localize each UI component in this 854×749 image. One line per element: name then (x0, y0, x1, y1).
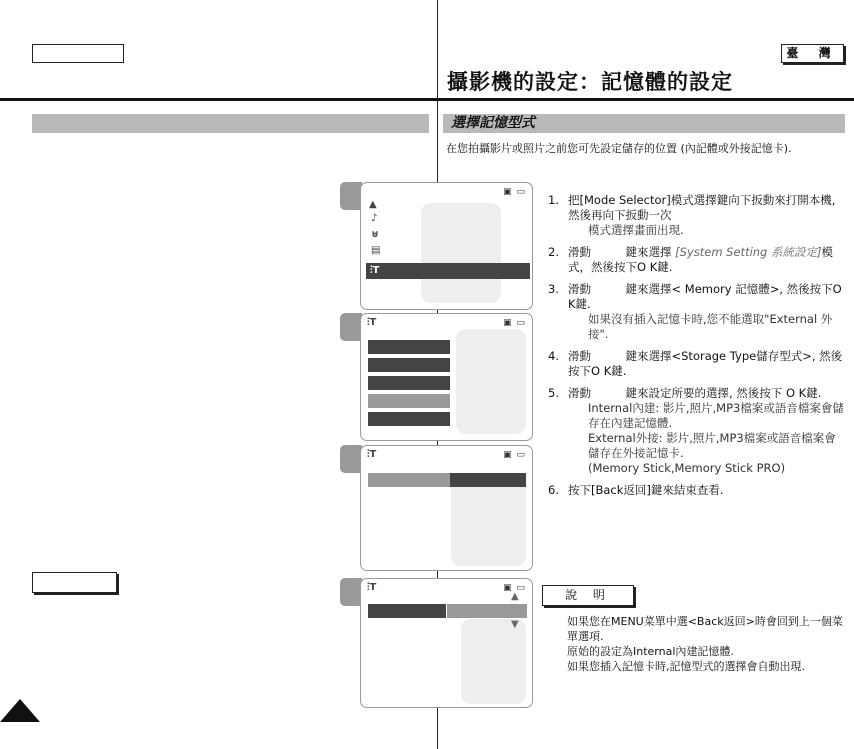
intro-text: 在您拍攝影片或照片之前您可先設定儲存的位置 (內記體或外接記憶卡). (446, 142, 792, 155)
step-1 (548, 193, 844, 238)
step-subtext: Internal內建: 影片,照片,MP3檔案或語音檔案會儲存在內建記憶體. (588, 401, 844, 430)
screen-mode-select (360, 182, 533, 310)
menu-item-storage (368, 604, 446, 618)
steps-list (548, 193, 844, 505)
screen-tab-4 (340, 578, 362, 606)
note-line: 如果您插入記憶卡時,記憶型式的選擇會自動出現. (567, 660, 805, 673)
page-marker-triangle-icon (0, 699, 40, 722)
screen-storage-type (360, 578, 533, 708)
settings-icon: ⫶T (367, 449, 377, 460)
note-line: 如果您在MENU菜單中選<Back返回>時會回到上一個菜單選項. (567, 615, 843, 643)
step-text: 滑動 鍵來設定所要的選擇, 然後按下 O K鍵. (568, 386, 822, 400)
screen-tab-2 (340, 313, 362, 341)
menu-item-memory (368, 473, 450, 487)
step-number: 2. (548, 245, 559, 259)
step-text: 滑動 鍵來選擇< Memory 記憶體>, 然後按下O K鍵. (568, 282, 842, 311)
step-5 (548, 386, 844, 476)
screen-deco (451, 476, 526, 566)
battery-icon: ▣ ▭ (503, 583, 526, 593)
step-text: 模式，然後按下O K鍵. (568, 245, 833, 274)
screen-deco (421, 203, 501, 303)
note-text (567, 614, 847, 674)
step-subtext: 如果沒有插入記憶卡時,您不能選取"External 外接". (588, 312, 833, 341)
screen-deco (456, 329, 526, 434)
step-subtext: (Memory Stick,Memory Stick PRO) (588, 461, 786, 475)
step-text: 把[Mode Selector]模式選擇鍵向下扳動來打開本機,然後再向下扳動一次 (568, 193, 836, 222)
step-3 (548, 282, 844, 342)
step-6 (548, 483, 844, 498)
left-section-bar (32, 114, 429, 133)
settings-icon: ⫶T (367, 317, 377, 328)
step-text: 滑動 鍵來選擇<Storage Type儲存型式>, 然後按下O K鍵. (568, 349, 843, 378)
menu-item-bar (368, 412, 450, 426)
screen-deco (461, 619, 526, 704)
settings-icon: ⫶T (370, 265, 380, 276)
step-number: 3. (548, 282, 559, 296)
down-arrow-icon: ▼ (511, 619, 519, 630)
screen-tab-3 (340, 445, 362, 473)
step-number: 4. (548, 349, 559, 363)
right-header-rule (437, 98, 854, 101)
note-label: 說 明 (542, 585, 634, 606)
step-text-italic: [System Setting 系統設定] (675, 245, 822, 259)
selected-row (366, 263, 530, 279)
screen-system-setting (360, 313, 533, 441)
settings-icon: ⫶T (367, 582, 377, 593)
up-arrow-icon: ▲ (369, 199, 377, 210)
menu-item-selected (368, 394, 450, 408)
left-header-box (32, 44, 124, 63)
left-note-box (32, 572, 117, 593)
menu-item-bar (368, 376, 450, 390)
menu-value-memory (450, 473, 526, 487)
step-subtext: 模式選擇畫面出現. (588, 223, 684, 237)
section-heading: 選擇記憶型式 (443, 114, 845, 133)
step-text: 按下[Back返回]鍵來結束查看. (568, 483, 724, 497)
note-line: 原始的設定為Internal內建記憶體. (567, 645, 734, 658)
document-icon: ▤ (371, 245, 381, 256)
page-title: 攝影機的設定：記憶體的設定 (447, 70, 733, 94)
step-number: 1. (548, 193, 559, 207)
left-header-rule (0, 98, 437, 101)
battery-icon: ▣ ▭ (503, 450, 526, 460)
screen-memory (360, 445, 533, 571)
step-number: 5. (548, 386, 559, 400)
region-label: 臺 灣 (781, 44, 844, 63)
battery-icon: ▣ ▭ (503, 187, 526, 197)
menu-item-bar (368, 358, 450, 372)
up-arrow-icon: ▲ (511, 591, 519, 602)
microphone-icon: ⊍ (371, 229, 380, 240)
battery-icon: ▣ ▭ (503, 318, 526, 328)
step-text: 滑動 鍵來選擇 (568, 245, 676, 259)
music-note-icon: ♪ (371, 213, 378, 224)
menu-value-storage (447, 604, 527, 618)
menu-item-bar (368, 340, 450, 354)
step-number: 6. (548, 483, 559, 497)
screen-tab-1 (340, 182, 362, 210)
step-2 (548, 245, 844, 275)
step-subtext: External外接: 影片,照片,MP3檔案或語音檔案會儲存在外接記憶卡. (588, 431, 836, 460)
step-4 (548, 349, 844, 379)
